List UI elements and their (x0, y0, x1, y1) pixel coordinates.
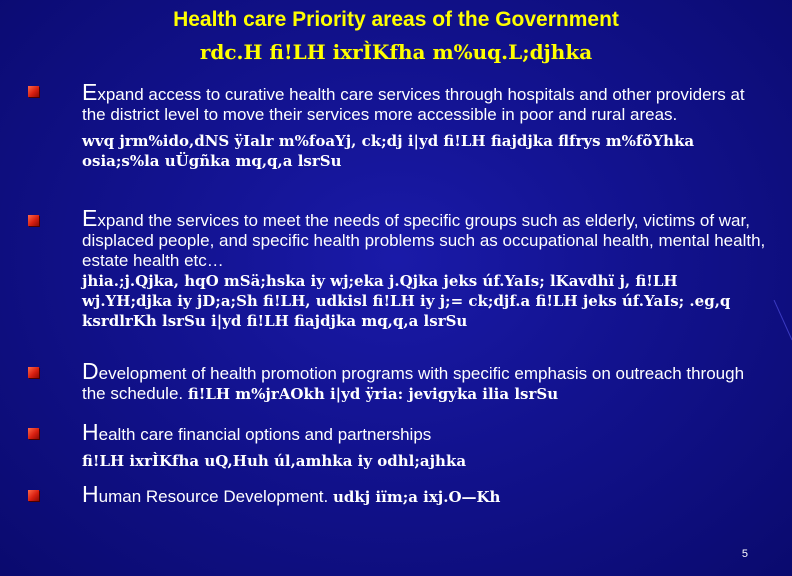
bullet-text-sinhala: jhia.;j.Qjka, hqO mSä;hska iy wj;eka j.Qjka jeks úf.YaIs; lKavdhï j, fi!LH wj.YH;djka iy jD;a;Sh fi!LH, udkisl fi!LH iy j;= ck;djf.a fi!LH jeks úf.YaIs; .eg,q ksrdlrKh lsrSu i|yd fi!LH fiajdjka mq,q,a lsrSu (82, 272, 731, 330)
bullet-item (82, 205, 772, 331)
bullet-text-english (82, 481, 772, 507)
bullet-text-sinhala: wvq jrm%ido,dNS ÿIalr m%foaYj, ck;dj i|yd fi!LH fiajdjka flfrys m%fõYhka osia;s%la uÜgñka mq,q,a lsrSu (82, 132, 695, 170)
bullet-english-rest: ealth care financial options and partnerships (98, 425, 432, 444)
bullet-text-english (82, 205, 772, 271)
bullet-english-rest: evelopment of health promotion programs with specific emphasis on outreach through the schedule. (82, 364, 745, 403)
bullet-marker (28, 215, 39, 226)
bullet-english-rest: uman Resource Development. (98, 487, 329, 506)
bullet-item (82, 79, 772, 171)
bullet-item (82, 419, 772, 471)
bullet-text-english (82, 79, 772, 125)
bullet-marker (28, 367, 39, 378)
bullet-item (82, 358, 772, 404)
bullet-english-rest: xpand the services to meet the needs of specific groups such as elderly, victims of war, displaced people, and specific health problems such as occupational health, mental health, estate health etc… (82, 211, 766, 270)
bullet-text-sinhala: fi!LH ixrÌKfha uQ,Huh úl,amhka iy odhl;ajhka (82, 452, 467, 470)
bullet-english-rest: xpand access to curative health care services through hospitals and other providers at the district level to move their services more accessible in poor and rural areas. (82, 85, 745, 124)
bullet-text-english (82, 358, 772, 404)
bullet-text-sinhala: fi!LH m%jrAOkh i|yd ÿria: jevigyka ilia lsrSu (187, 385, 559, 403)
bullet-text-sinhala: udkj iïm;a ixj.O—Kh (332, 488, 501, 506)
bullet-item (82, 481, 772, 507)
slide-title-sinhala: rdc.H fi!LH ixrÌKfha m%uq.L;djhka (199, 40, 593, 64)
bullet-initial: D (82, 358, 99, 384)
bullet-marker (28, 428, 39, 439)
bullet-initial: H (82, 481, 99, 507)
decorative-line (772, 300, 792, 360)
bullet-marker (28, 490, 39, 501)
slide-title-english: Health care Priority areas of the Government (173, 8, 619, 31)
bullet-text-english (82, 419, 772, 445)
page-number: 5 (741, 548, 748, 560)
bullet-marker (28, 86, 39, 97)
bullet-initial: E (82, 79, 98, 105)
bullet-initial: H (82, 419, 99, 445)
bullet-initial: E (82, 205, 98, 231)
